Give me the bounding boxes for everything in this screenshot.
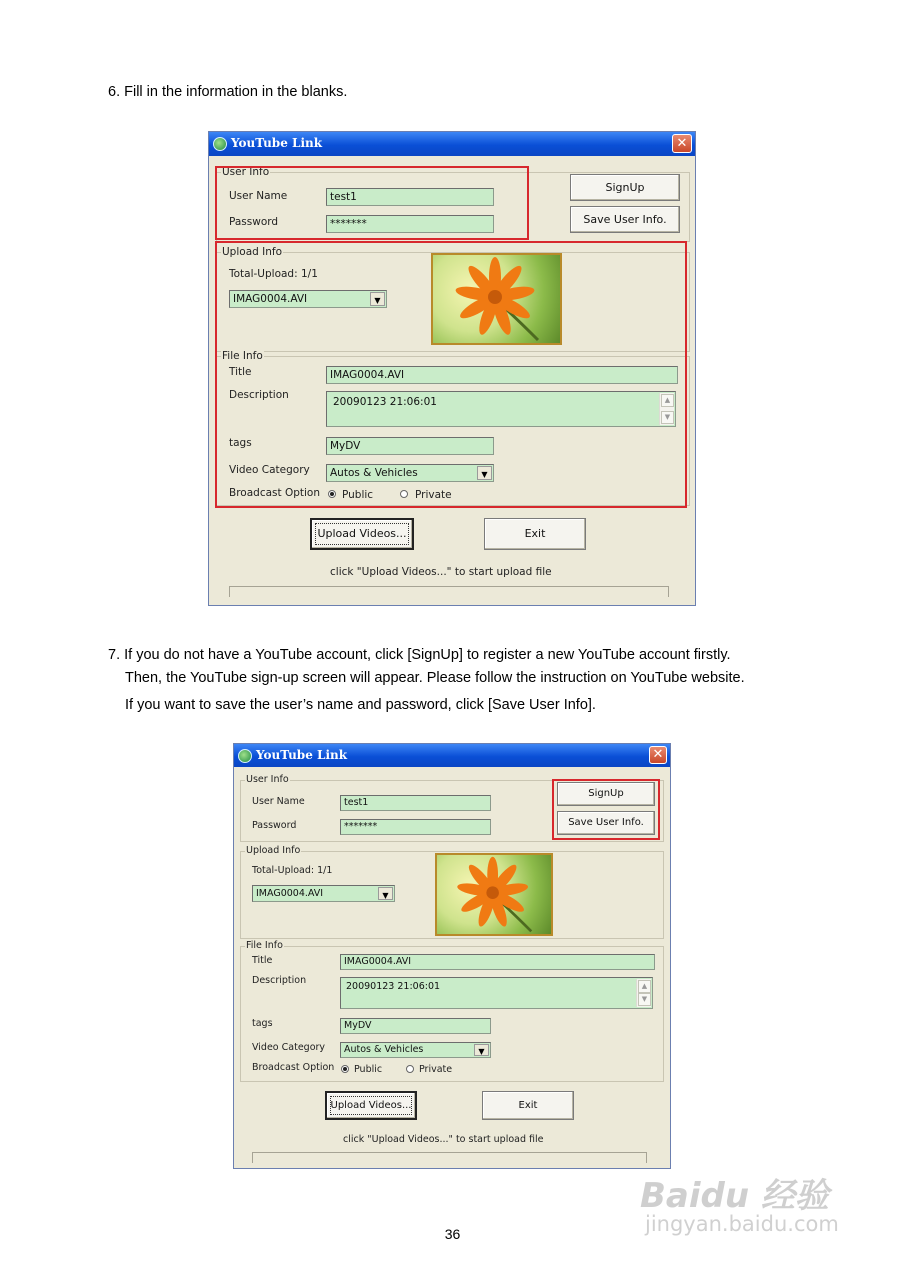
tags-input[interactable]: MyDV <box>326 437 494 455</box>
file-info-legend: File Info <box>246 940 283 951</box>
video-category-label: Video Category <box>252 1042 326 1053</box>
status-text: click "Upload Videos..." to start upload file <box>330 566 552 578</box>
password-label: Password <box>252 820 297 831</box>
public-radio-label: Public <box>342 489 374 501</box>
title-label: Title <box>252 955 273 966</box>
description-label: Description <box>252 975 307 986</box>
tags-label: tags <box>229 437 252 449</box>
page-number: 36 <box>444 1226 461 1242</box>
youtube-link-window-1 <box>208 131 696 606</box>
description-label: Description <box>229 389 289 401</box>
username-input[interactable]: test1 <box>326 188 494 206</box>
description-textarea[interactable]: 20090123 21:06:01 ▲ ▼ <box>340 977 653 1009</box>
step7-line2: Then, the YouTube sign-up screen will appear. Please follow the instruction on YouTube website. <box>125 670 745 686</box>
username-label: User Name <box>252 796 305 807</box>
youtube-link-window-2 <box>233 743 671 1169</box>
watermark-url: jingyan.baidu.com <box>645 1212 839 1236</box>
description-scrollbar[interactable] <box>636 979 651 1007</box>
window-title: YouTube Link <box>256 748 348 762</box>
video-category-select[interactable]: Autos & Vehicles ▼ <box>326 464 494 482</box>
close-button[interactable] <box>672 134 692 153</box>
upload-info-legend: Upload Info <box>222 246 283 258</box>
title-input[interactable]: IMAG0004.AVI <box>340 954 655 970</box>
chevron-down-icon[interactable]: ▼ <box>378 887 393 900</box>
total-upload-label: Total-Upload: 1/1 <box>229 268 318 280</box>
scroll-up-icon[interactable]: ▲ <box>638 980 651 993</box>
broadcast-option-label: Broadcast Option <box>252 1062 335 1073</box>
progress-bar <box>252 1152 647 1163</box>
exit-button[interactable]: Exit <box>484 518 586 550</box>
video-category-select[interactable]: Autos & Vehicles ▼ <box>340 1042 491 1058</box>
private-radio-label: Private <box>415 489 452 501</box>
signup-button[interactable]: SignUp <box>570 174 680 201</box>
user-info-legend: User Info <box>222 166 270 178</box>
app-icon <box>238 749 252 763</box>
broadcast-option-label: Broadcast Option <box>229 487 320 499</box>
user-info-legend: User Info <box>246 774 289 785</box>
tags-input[interactable]: MyDV <box>340 1018 491 1034</box>
password-label: Password <box>229 216 279 228</box>
chevron-down-icon[interactable]: ▼ <box>474 1044 489 1056</box>
flower-image <box>437 855 551 934</box>
file-select[interactable]: IMAG0004.AVI ▼ <box>252 885 395 902</box>
title-bar[interactable] <box>209 132 695 156</box>
status-text: click "Upload Videos..." to start upload file <box>343 1134 544 1145</box>
scroll-up-icon[interactable]: ▲ <box>661 394 674 407</box>
title-label: Title <box>229 366 252 378</box>
upload-videos-button[interactable]: Upload Videos... <box>310 518 414 550</box>
annotation-box-buttons <box>552 779 660 840</box>
progress-bar <box>229 586 669 597</box>
total-upload-label: Total-Upload: 1/1 <box>252 865 333 876</box>
password-input[interactable]: ******* <box>340 819 491 835</box>
password-input[interactable]: ******* <box>326 215 494 233</box>
close-icon: ✕ <box>652 747 664 762</box>
file-select[interactable]: IMAG0004.AVI ▼ <box>229 290 387 308</box>
step7-line1: 7. If you do not have a YouTube account, click [SignUp] to register a new YouTube account firstly. <box>108 647 731 663</box>
chevron-down-icon[interactable]: ▼ <box>370 292 385 306</box>
annotation-box-upload-file-info <box>215 241 687 508</box>
scroll-down-icon[interactable]: ▼ <box>661 411 674 424</box>
private-radio[interactable] <box>406 1065 414 1073</box>
app-icon <box>213 137 227 151</box>
close-icon: ✕ <box>676 136 688 151</box>
title-bar[interactable] <box>234 744 670 767</box>
exit-button[interactable]: Exit <box>482 1091 574 1120</box>
scroll-down-icon[interactable]: ▼ <box>638 993 651 1006</box>
step7-line3: If you want to save the user’s name and password, click [Save User Info]. <box>125 697 596 713</box>
upload-info-legend: Upload Info <box>246 845 301 856</box>
signup-button[interactable]: SignUp <box>557 782 655 806</box>
public-radio-label: Public <box>354 1064 383 1075</box>
watermark-logo: Baidu 经验 <box>640 1176 829 1216</box>
public-radio[interactable] <box>341 1065 349 1073</box>
chevron-down-icon[interactable]: ▼ <box>477 466 492 480</box>
save-user-info-button[interactable]: Save User Info. <box>570 206 680 233</box>
annotation-box-user-info <box>215 166 529 240</box>
upload-videos-button[interactable]: Upload Videos... <box>325 1091 417 1120</box>
step6-instruction: 6. Fill in the information in the blanks. <box>108 84 348 100</box>
title-input[interactable]: IMAG0004.AVI <box>326 366 678 384</box>
video-category-label: Video Category <box>229 464 310 476</box>
save-user-info-button[interactable]: Save User Info. <box>557 811 655 835</box>
private-radio-label: Private <box>419 1064 453 1075</box>
description-textarea[interactable]: 20090123 21:06:01 ▲ ▼ <box>326 391 676 427</box>
file-info-legend: File Info <box>222 350 263 362</box>
window-title: YouTube Link <box>231 136 323 150</box>
username-label: User Name <box>229 190 288 202</box>
tags-label: tags <box>252 1018 273 1029</box>
username-input[interactable]: test1 <box>340 795 491 811</box>
close-button[interactable] <box>649 746 667 764</box>
video-thumbnail <box>435 853 553 936</box>
